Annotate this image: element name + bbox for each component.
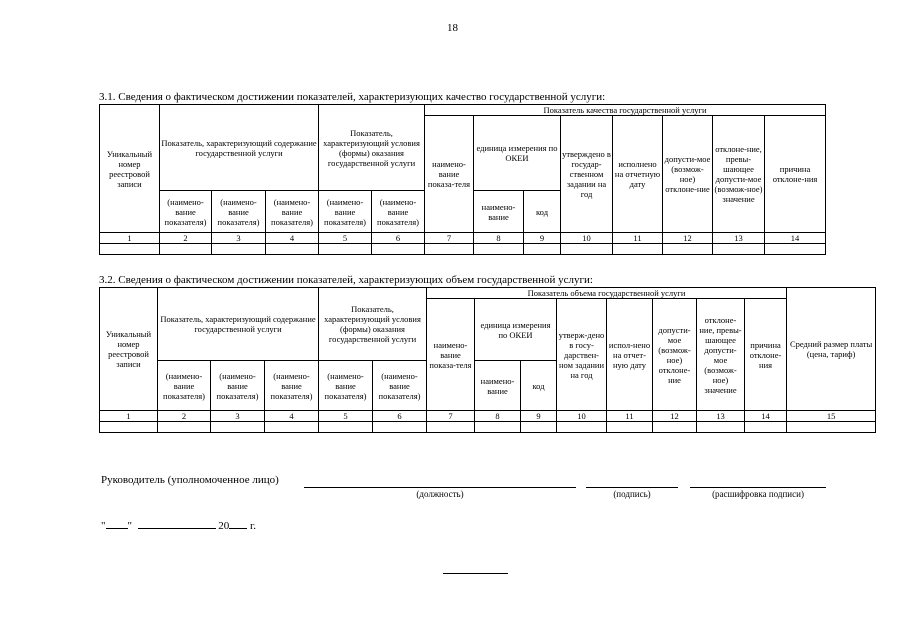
volume-indicators-table — [99, 287, 876, 433]
header-content-indicator: Показатель, характеризующий содержание государственной услуги — [160, 105, 319, 191]
column-number: 6 — [372, 233, 425, 244]
header-unit-okei: единица измерения по ОКЕИ — [475, 299, 557, 361]
column-number: 4 — [265, 411, 319, 422]
header-approved: утверж-дено в госу-дарствен-ном задании на год — [557, 299, 607, 411]
header-excess-deviation: отклоне-ние, превы-шающее допусти-мое (возмож-ное) значение — [713, 116, 765, 233]
header-allowed-deviation: допусти-мое (возмож-ное) отклоне-ние — [663, 116, 713, 233]
data-cell[interactable] — [697, 422, 745, 433]
data-cell[interactable] — [561, 244, 613, 255]
header-approved: утверждено в государ-ственном задании на год — [561, 116, 613, 233]
month-field[interactable] — [138, 517, 216, 529]
date-line — [101, 517, 256, 532]
header-subname: (наимено-вание показателя) — [372, 191, 425, 233]
column-number: 5 — [319, 411, 373, 422]
quality-indicators-table — [99, 104, 826, 255]
column-numbers-row — [100, 411, 876, 422]
column-number: 1 — [100, 233, 160, 244]
signature-decode-field[interactable] — [690, 487, 826, 488]
column-number: 6 — [373, 411, 427, 422]
column-numbers-row — [100, 233, 826, 244]
header-unit-code: код — [521, 361, 557, 411]
data-cell[interactable] — [266, 244, 319, 255]
data-cell[interactable] — [475, 422, 521, 433]
data-cell[interactable] — [607, 422, 653, 433]
data-cell[interactable] — [211, 422, 265, 433]
quote-close: " — [127, 520, 132, 532]
data-cell[interactable] — [100, 244, 160, 255]
header-subname: (наимено-вание показателя) — [319, 191, 372, 233]
column-number: 13 — [713, 233, 765, 244]
header-conditions-indicator: Показатель, характеризующий условия (формы) оказания государственной услуги — [319, 105, 425, 191]
data-cell[interactable] — [373, 422, 427, 433]
header-subname: (наимено-вание показателя) — [266, 191, 319, 233]
column-number: 9 — [524, 233, 561, 244]
column-number: 14 — [745, 411, 787, 422]
data-cell[interactable] — [474, 244, 524, 255]
column-number: 14 — [765, 233, 826, 244]
quote-open: " — [101, 520, 106, 532]
signature-caption: (подпись) — [613, 489, 651, 499]
data-cell[interactable] — [613, 244, 663, 255]
data-cell[interactable] — [787, 422, 876, 433]
header-subname: (наимено-вание показателя) — [212, 191, 266, 233]
header-average-fee: Средний размер платы (цена, тариф) — [787, 288, 876, 411]
column-number: 3 — [211, 411, 265, 422]
header-unit-name: наимено-вание — [475, 361, 521, 411]
data-cell[interactable] — [319, 422, 373, 433]
column-number: 5 — [319, 233, 372, 244]
data-cell[interactable] — [765, 244, 826, 255]
header-volume-group: Показатель объема государственной услуги — [427, 288, 787, 299]
section-2-title: 3.2. Сведения о фактическом достижении показателей, характеризующих объем государственной услуги: — [99, 274, 593, 286]
year-prefix: 20 — [218, 520, 230, 532]
column-number: 4 — [266, 233, 319, 244]
column-number: 7 — [427, 411, 475, 422]
data-cell[interactable] — [212, 244, 266, 255]
data-cell[interactable] — [265, 422, 319, 433]
header-subname: (наимено-вание показателя) — [160, 191, 212, 233]
column-number: 2 — [160, 233, 212, 244]
column-number: 9 — [521, 411, 557, 422]
data-cell[interactable] — [158, 422, 211, 433]
data-cell[interactable] — [713, 244, 765, 255]
data-row — [100, 422, 876, 433]
column-number: 1 — [100, 411, 158, 422]
header-unit-okei: единица измерения по ОКЕИ — [474, 116, 561, 191]
header-indicator-name: наимено-вание показа-теля — [425, 116, 474, 233]
header-executed: исполнено на отчетную дату — [613, 116, 663, 233]
column-number: 2 — [158, 411, 211, 422]
header-deviation-reason: причина отклоне-ния — [745, 299, 787, 411]
header-unit-name: наимено-вание — [474, 191, 524, 233]
header-excess-deviation: отклоне-ние, превы-шающее допусти-мое (возмож-ное) значение — [697, 299, 745, 411]
header-subname: (наимено-вание показателя) — [265, 361, 319, 411]
column-number: 10 — [561, 233, 613, 244]
data-cell[interactable] — [745, 422, 787, 433]
header-indicator-name: наимено-вание показа-теля — [427, 299, 475, 411]
data-cell[interactable] — [663, 244, 713, 255]
column-number: 3 — [212, 233, 266, 244]
signature-label: Руководитель (уполномоченное лицо) — [101, 474, 279, 486]
signature-decode-caption: (расшифровка подписи) — [712, 489, 804, 499]
data-cell[interactable] — [427, 422, 475, 433]
signature-field[interactable] — [586, 487, 678, 488]
data-cell[interactable] — [372, 244, 425, 255]
header-quality-group: Показатель качества государственной услуги — [425, 105, 826, 116]
header-allowed-deviation: допусти-мое (возмож-ное) отклоне-ние — [653, 299, 697, 411]
data-cell[interactable] — [557, 422, 607, 433]
data-row — [100, 244, 826, 255]
day-field[interactable] — [106, 517, 128, 529]
column-number: 8 — [474, 233, 524, 244]
data-cell[interactable] — [653, 422, 697, 433]
data-cell[interactable] — [100, 422, 158, 433]
column-number: 10 — [557, 411, 607, 422]
column-number: 12 — [663, 233, 713, 244]
data-cell[interactable] — [521, 422, 557, 433]
header-content-indicator: Показатель, характеризующий содержание государственной услуги — [158, 288, 319, 361]
position-caption: (должность) — [416, 489, 464, 499]
column-number: 13 — [697, 411, 745, 422]
page-number: 18 — [447, 22, 458, 34]
column-number: 12 — [653, 411, 697, 422]
header-unit-code: код — [524, 191, 561, 233]
column-number: 11 — [607, 411, 653, 422]
footer-separator-line — [443, 573, 508, 574]
position-field[interactable] — [304, 487, 576, 488]
data-cell[interactable] — [524, 244, 561, 255]
column-number: 11 — [613, 233, 663, 244]
column-number: 7 — [425, 233, 474, 244]
data-cell[interactable] — [160, 244, 212, 255]
header-subname: (наимено-вание показателя) — [158, 361, 211, 411]
header-deviation-reason: причина отклоне-ния — [765, 116, 826, 233]
section-1-title: 3.1. Сведения о фактическом достижении показателей, характеризующих качество государственной услуги: — [99, 91, 606, 103]
data-cell[interactable] — [425, 244, 474, 255]
column-number: 8 — [475, 411, 521, 422]
header-unique-number: Уникальный номер реестровой записи — [100, 288, 158, 411]
column-number: 15 — [787, 411, 876, 422]
header-subname: (наимено-вание показателя) — [373, 361, 427, 411]
year-field[interactable] — [229, 517, 247, 529]
header-executed: испол-нено на отчет-ную дату — [607, 299, 653, 411]
header-unique-number: Уникальный номер реестровой записи — [100, 105, 160, 233]
header-conditions-indicator: Показатель, характеризующий условия (формы) оказания государственной услуги — [319, 288, 427, 361]
year-suffix: г. — [250, 520, 257, 532]
data-cell[interactable] — [319, 244, 372, 255]
header-subname: (наимено-вание показателя) — [319, 361, 373, 411]
header-subname: (наимено-вание показателя) — [211, 361, 265, 411]
